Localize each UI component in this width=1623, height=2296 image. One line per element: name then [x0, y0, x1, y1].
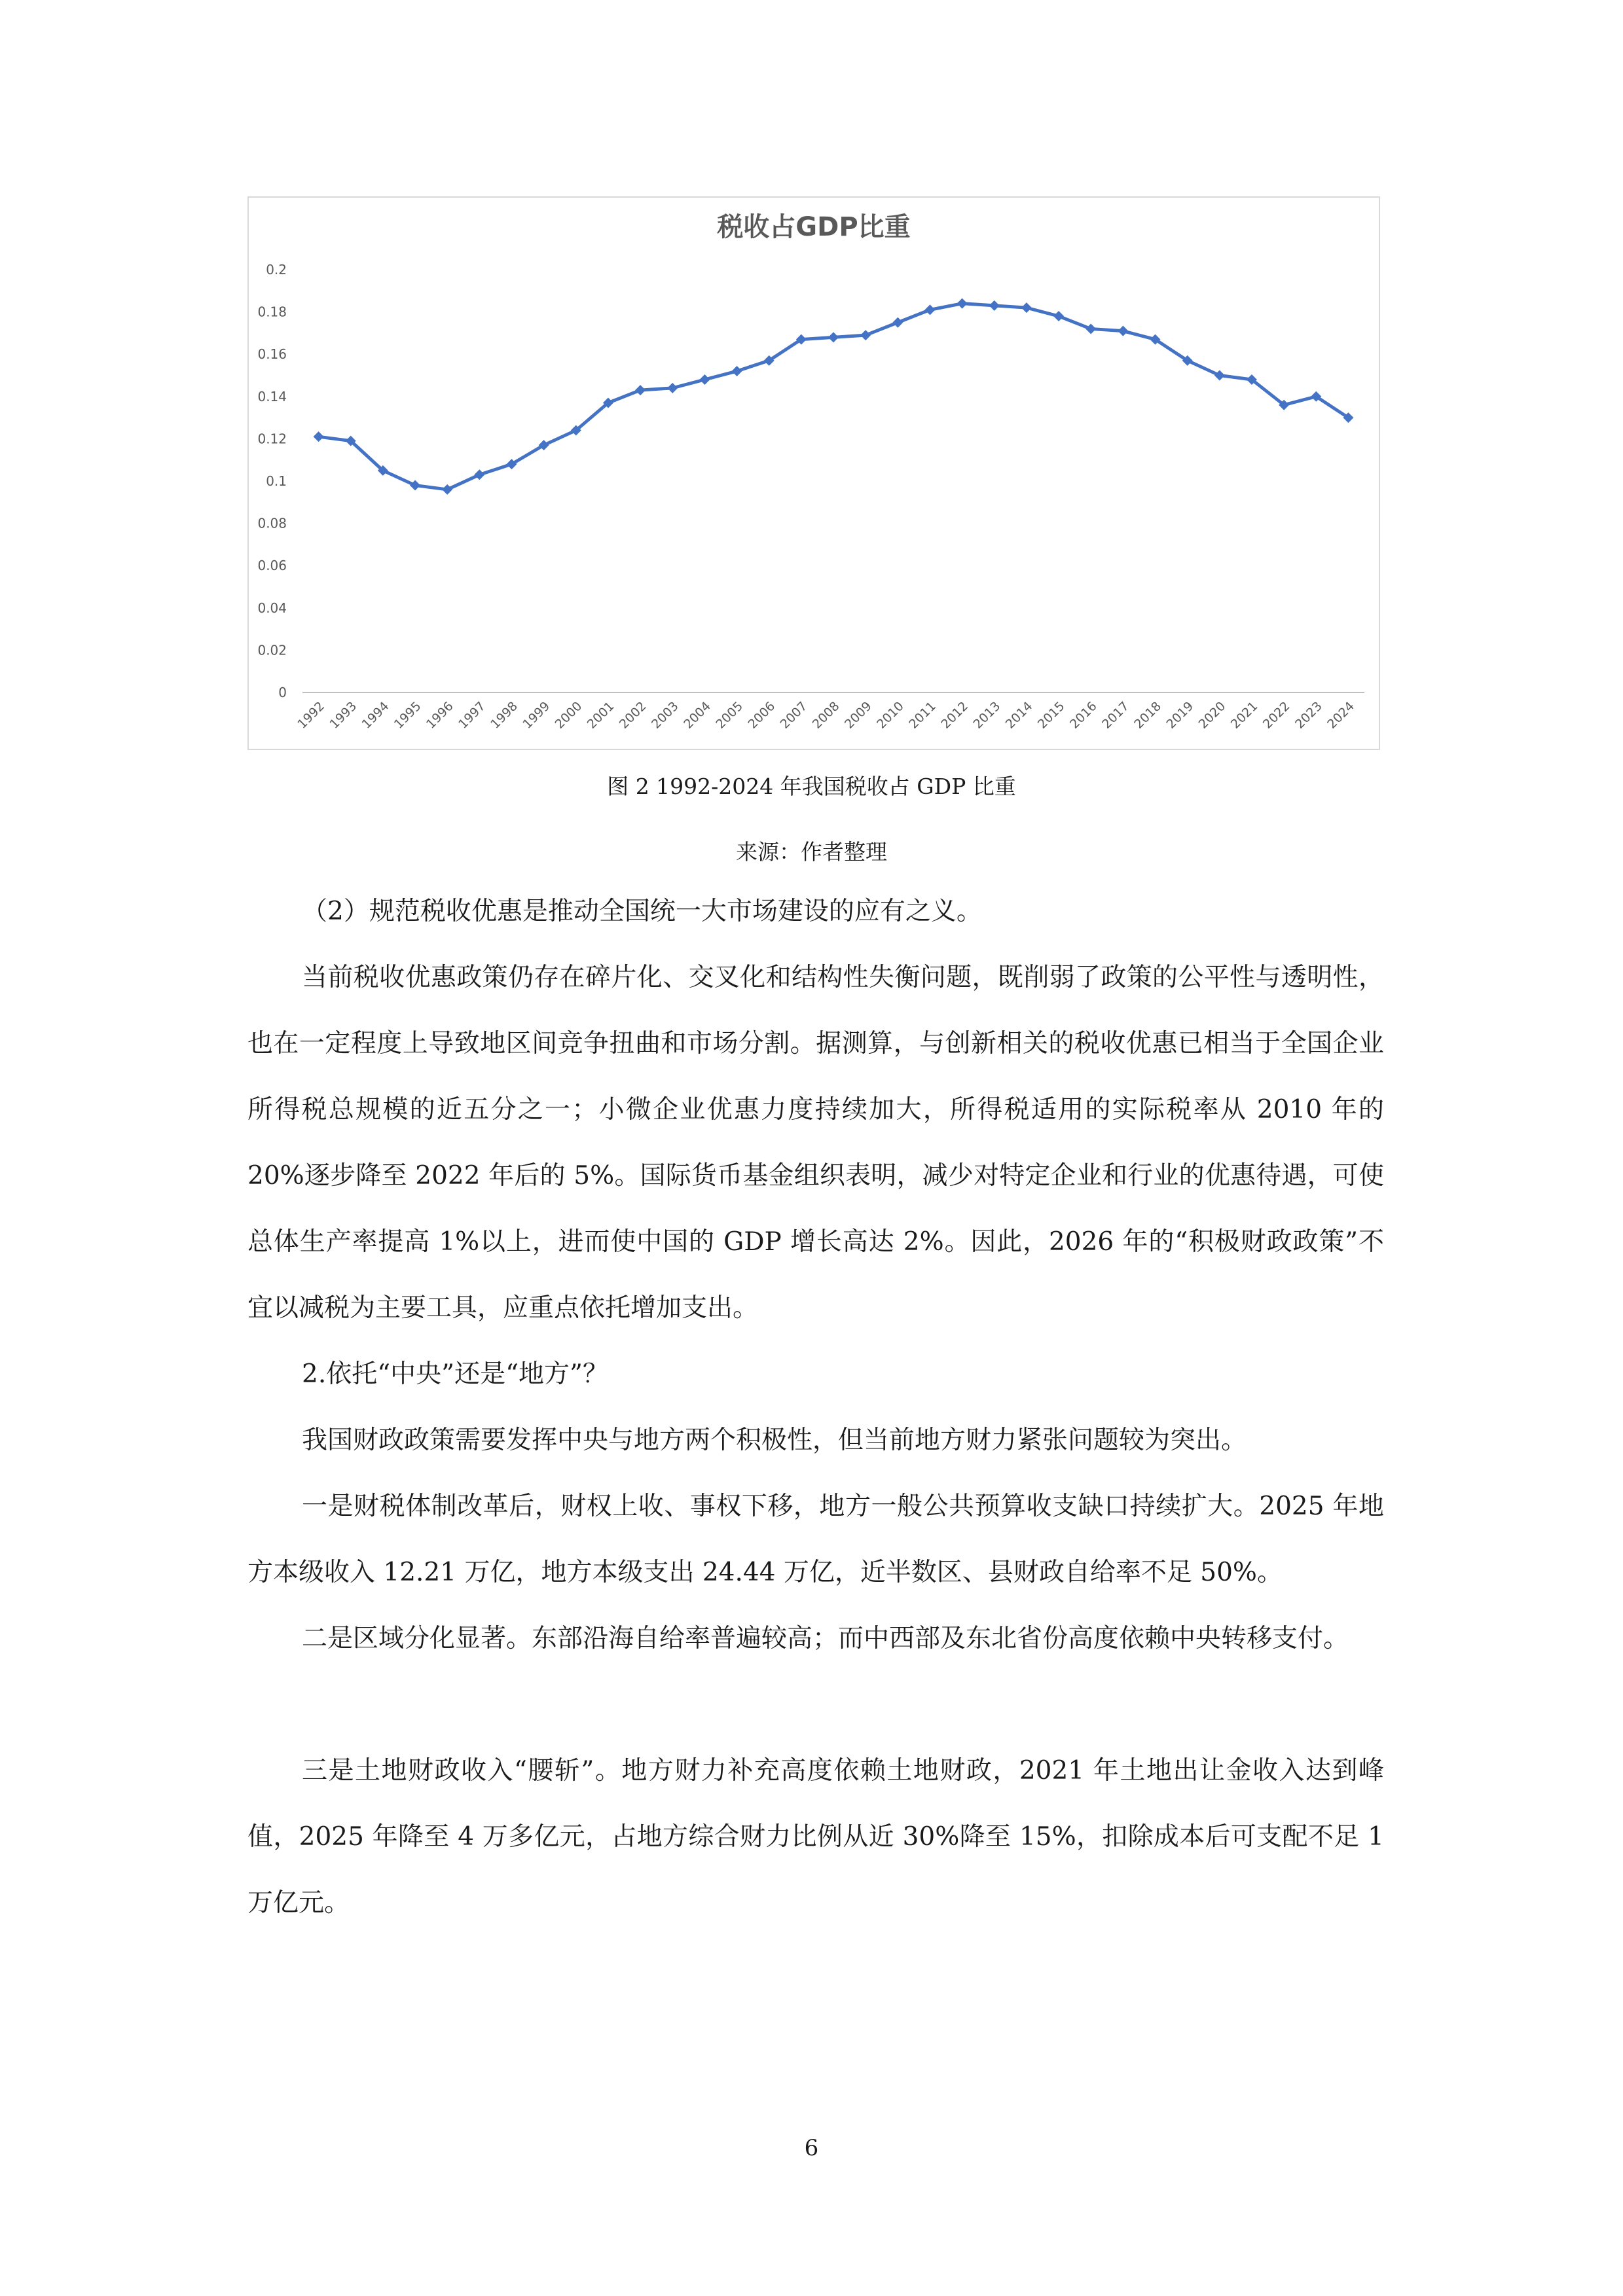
- tax-gdp-line-chart: [249, 198, 1379, 749]
- data-point: [989, 300, 1000, 311]
- data-point: [314, 431, 324, 442]
- x-tick-label: 2002: [616, 698, 649, 732]
- x-tick-label: 2022: [1260, 698, 1293, 732]
- data-point: [732, 366, 742, 376]
- x-tick-label: 2007: [777, 698, 811, 732]
- data-point: [699, 374, 710, 385]
- y-tick-label: 0.2: [266, 262, 287, 278]
- data-point: [474, 469, 484, 480]
- chart-title: 税收占GDP比重: [717, 212, 911, 242]
- data-point: [635, 385, 646, 395]
- x-tick-label: 2020: [1195, 698, 1229, 732]
- x-tick-label: 2005: [713, 698, 746, 732]
- x-tick-label: 2016: [1067, 698, 1100, 732]
- x-tick-label: 2004: [681, 698, 714, 732]
- y-tick-label: 0.16: [257, 346, 287, 363]
- x-tick-label: 2008: [809, 698, 843, 732]
- x-tick-label: 2023: [1292, 698, 1325, 732]
- x-tick-label: 1994: [359, 698, 392, 732]
- paragraph-heading-2: （2）规范税收优惠是推动全国统一大市场建设的应有之义。: [302, 897, 982, 926]
- data-point: [1118, 326, 1128, 336]
- x-tick-label: 2014: [1002, 698, 1036, 732]
- page-number: 6: [804, 2135, 819, 2161]
- x-tick-label: 2006: [745, 698, 778, 732]
- x-tick-label: 2021: [1228, 698, 1261, 732]
- x-tick-label: 2010: [874, 698, 907, 732]
- x-tick-label: 2019: [1163, 698, 1197, 732]
- paragraph-point-two: 二是区域分化显著。东部沿海自给率普遍较高；而中西部及东北省份高度依赖中央转移支付。: [302, 1624, 1349, 1653]
- x-tick-label: 2017: [1099, 698, 1132, 732]
- x-tick-label: 1992: [295, 698, 328, 732]
- x-tick-label: 2015: [1034, 698, 1068, 732]
- x-tick-label: 2000: [552, 698, 585, 732]
- data-point: [442, 484, 452, 495]
- data-point: [860, 330, 871, 340]
- data-point: [1021, 302, 1032, 313]
- figure-source: 来源：作者整理: [736, 839, 887, 865]
- y-tick-label: 0.14: [257, 388, 287, 404]
- paragraph-tax-incentives: 当前税收优惠政策仍存在碎片化、交叉化和结构性失衡问题，既削弱了政策的公平性与透明性，也在一定程度上导致地区间竞争扭曲和市场分割。据测算，与创新相关的税收优惠已相当于全国企业所得税总规模的近五分之一；小微企业优惠力度持续加大，所得税适用的实际税率从 2010 年的 20%逐步降至 2022 年后的 5%。国际货币基金组织表明，减少对特定企业和行业的优惠待遇，可使总体生产率提高 1%以上，进而使中国的 GDP 增长高达 2%。因此，2026 年的“积极财政政策”不宜以减税为主要工具，应重点依托增加支出。: [247, 963, 1384, 1323]
- data-point: [828, 332, 839, 342]
- x-tick-label: 1996: [423, 698, 456, 732]
- y-tick-label: 0.1: [266, 473, 287, 489]
- x-tick-label: 1995: [391, 698, 424, 732]
- x-tick-label: 2013: [970, 698, 1004, 732]
- x-tick-label: 1998: [488, 698, 521, 732]
- data-point: [667, 383, 678, 393]
- data-point: [957, 298, 968, 309]
- y-tick-label: 0.02: [257, 642, 287, 658]
- x-tick-label: 1999: [520, 698, 553, 732]
- paragraph-fiscal-pressure: 我国财政政策需要发挥中央与地方两个积极性，但当前地方财力紧张问题较为突出。: [302, 1426, 1247, 1455]
- x-tick-label: 2001: [584, 698, 617, 732]
- data-point: [924, 304, 935, 315]
- data-point: [1053, 311, 1064, 321]
- series-line: [319, 304, 1349, 490]
- x-tick-label: 2011: [906, 698, 939, 732]
- y-tick-label: 0: [278, 685, 287, 700]
- x-tick-label: 2009: [841, 698, 875, 732]
- paragraph-point-three: 三是土地财政收入“腰斩”。地方财力补充高度依赖土地财政，2021 年土地出让金收入达到峰值，2025 年降至 4 万多亿元，占地方综合财力比例从近 30%降至 15%，扣除成本后可支配不足 1 万亿元。: [247, 1756, 1384, 1918]
- y-tick-label: 0.06: [257, 558, 287, 574]
- data-point: [1214, 370, 1225, 381]
- x-tick-label: 2012: [938, 698, 972, 732]
- x-tick-label: 1997: [456, 698, 488, 732]
- y-tick-label: 0.12: [257, 431, 287, 447]
- x-tick-label: 2018: [1131, 698, 1165, 732]
- paragraph-point-one: 一是财税体制改革后，财权上收、事权下移，地方一般公共预算收支缺口持续扩大。2025 年地方本级收入 12.21 万亿，地方本级支出 24.44 万亿，近半数区、县财政自给率不足 50%。: [247, 1492, 1384, 1587]
- chart-container: [247, 196, 1380, 750]
- x-tick-label: 2003: [649, 698, 682, 732]
- y-tick-label: 0.08: [257, 515, 287, 531]
- paragraph-heading-central-local: 2.依托“中央”还是“地方”？: [302, 1359, 608, 1389]
- data-point: [410, 480, 420, 490]
- x-tick-label: 1993: [327, 698, 360, 732]
- figure-caption: 图 2 1992-2024 年我国税收占 GDP 比重: [607, 774, 1016, 799]
- data-point: [892, 317, 903, 328]
- y-tick-label: 0.18: [257, 304, 287, 320]
- data-point: [1085, 323, 1096, 334]
- x-tick-label: 2024: [1324, 698, 1357, 732]
- y-tick-label: 0.04: [257, 600, 287, 616]
